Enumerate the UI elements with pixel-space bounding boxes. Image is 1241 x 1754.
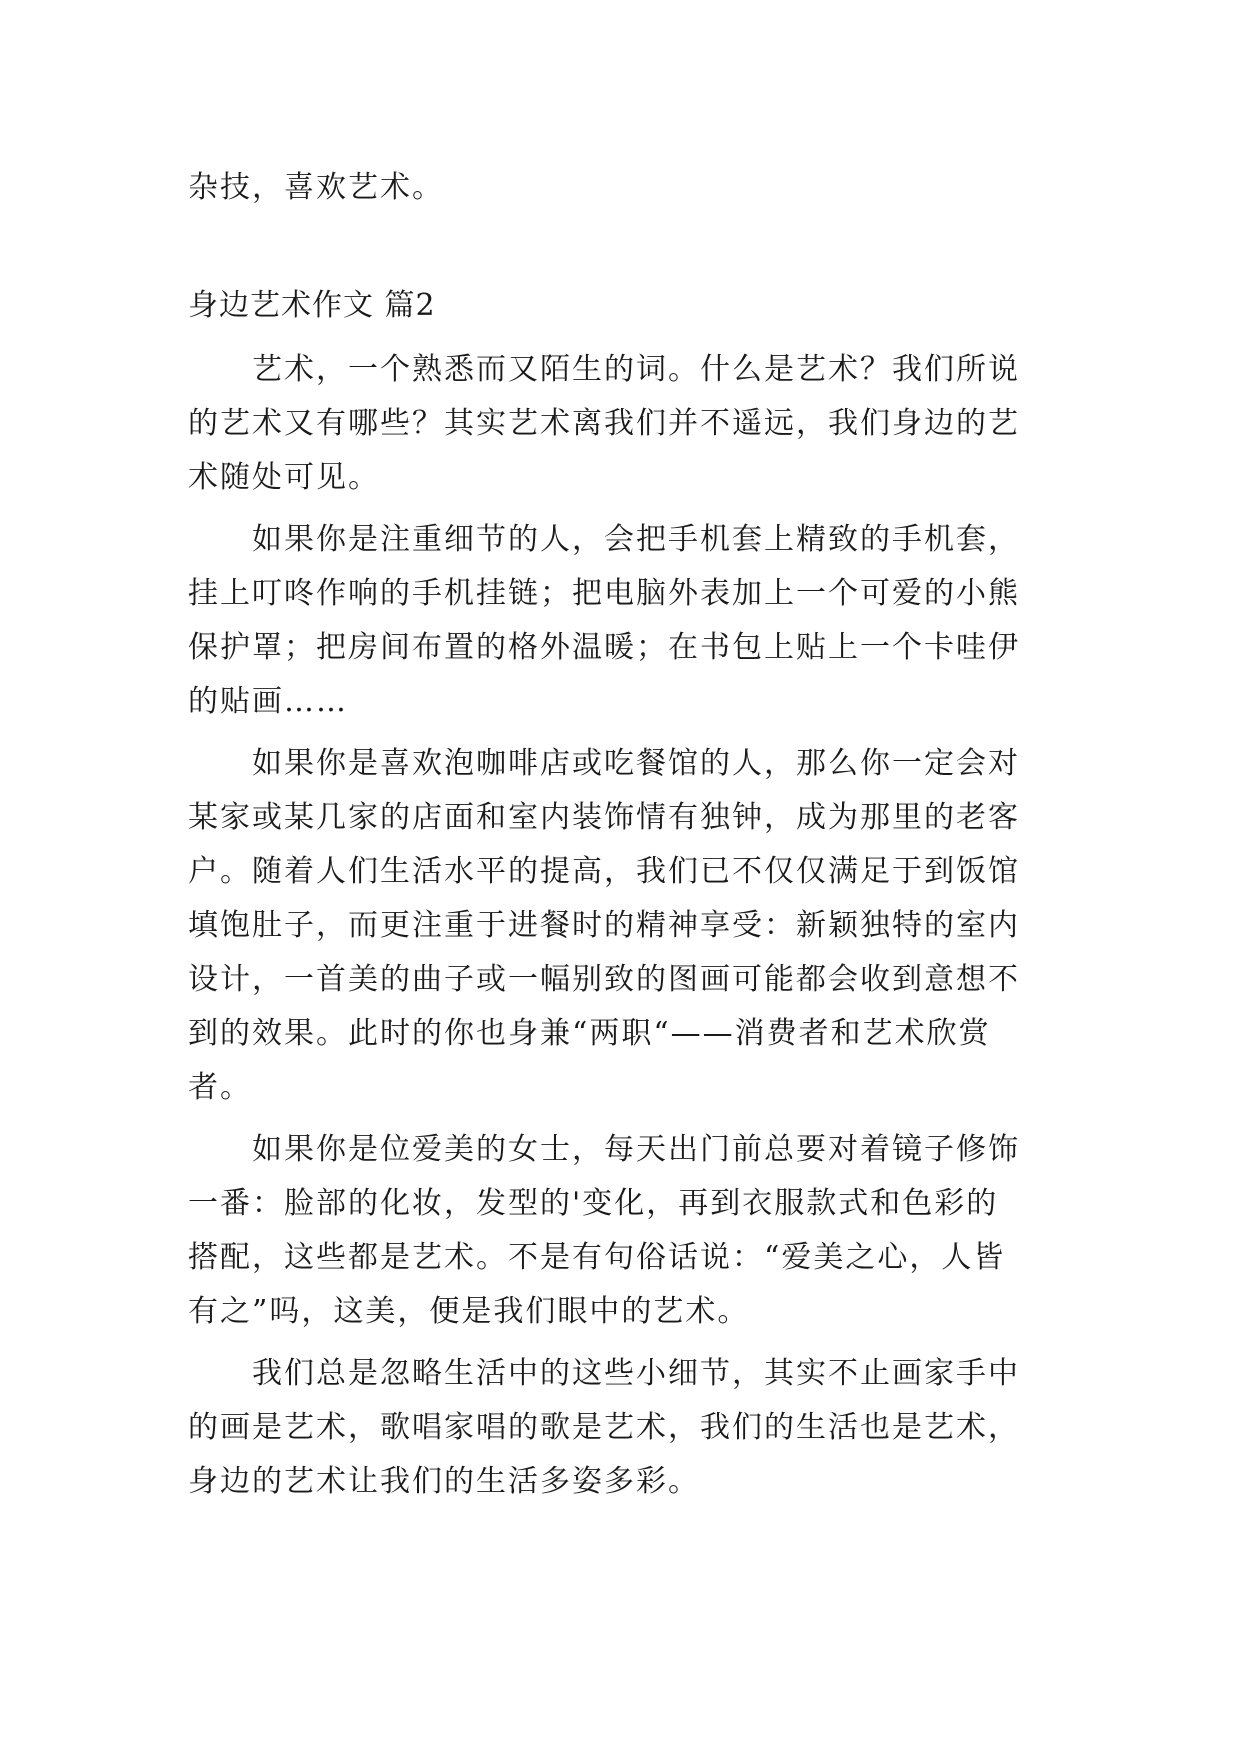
text-line: 保护罩；把房间布置的格外温暖；在书包上贴上一个卡哇伊 [188, 630, 1020, 665]
text-line: 有之”吗，这美，便是我们眼中的艺术。 [188, 1294, 750, 1329]
text-line: 一番：脸部的化妆，发型的'变化，再到衣服款式和色彩的 [188, 1186, 999, 1221]
text-line: 到的效果。此时的你也身兼“两职“——消费者和艺术欣赏 [188, 1016, 991, 1051]
text-line: 如果你是注重细节的人，会把手机套上精致的手机套， [252, 522, 1020, 557]
text-line: 艺术，一个熟悉而又陌生的词。什么是艺术？我们所说 [252, 352, 1020, 387]
text-line: 杂技，喜欢艺术。 [188, 170, 444, 205]
text-line: 的艺术又有哪些？其实艺术离我们并不遥远，我们身边的艺 [188, 406, 1020, 441]
text-line: 搭配，这些都是艺术。不是有句俗话说：“爱美之心，人皆 [188, 1240, 1006, 1275]
section-heading: 身边艺术作文 篇2 [188, 288, 436, 323]
text-line: 术随处可见。 [188, 460, 380, 495]
text-line: 如果你是位爱美的女士，每天出门前总要对着镜子修饰 [252, 1132, 1020, 1167]
text-line: 填饱肚子，而更注重于进餐时的精神享受：新颖独特的室内 [188, 908, 1020, 943]
text-line: 户。随着人们生活水平的提高，我们已不仅仅满足于到饭馆 [188, 854, 1020, 889]
text-line: 我们总是忽略生活中的这些小细节，其实不止画家手中 [252, 1356, 1020, 1391]
text-line: 者。 [188, 1070, 252, 1105]
text-line: 挂上叮咚作响的手机挂链；把电脑外表加上一个可爱的小熊 [188, 576, 1020, 611]
text-line: 如果你是喜欢泡咖啡店或吃餐馆的人，那么你一定会对 [252, 746, 1020, 781]
text-line: 某家或某几家的店面和室内装饰情有独钟，成为那里的老客 [188, 800, 1020, 835]
text-line: 的画是艺术，歌唱家唱的歌是艺术，我们的生活也是艺术， [188, 1410, 1020, 1445]
text-line: 身边的艺术让我们的生活多姿多彩。 [188, 1464, 700, 1499]
text-line: 设计，一首美的曲子或一幅别致的图画可能都会收到意想不 [188, 962, 1020, 997]
text-line: 的贴画…… [188, 684, 348, 719]
